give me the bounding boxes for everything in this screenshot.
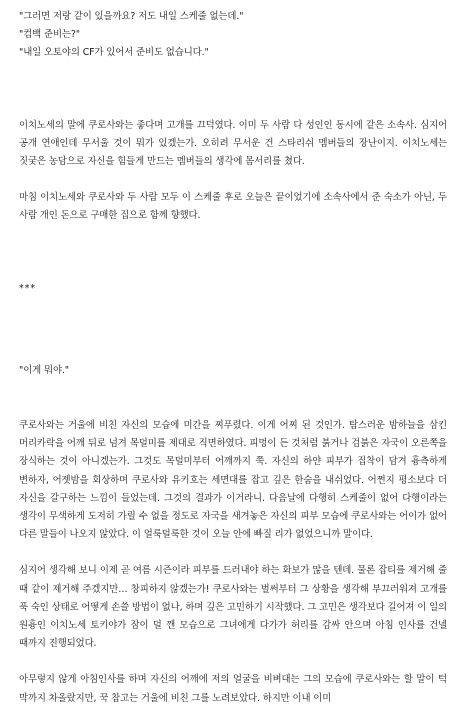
dialogue-line: "이게 뭐야." [19, 364, 70, 376]
blank-space [19, 298, 447, 362]
blank-space [19, 544, 447, 562]
dialogue-line: "컴백 준비는?" [19, 29, 80, 41]
narration-paragraph: 아무렇지 않게 아침인사를 하며 자신의 어깨에 저의 얼굴을 비벼대는 그의 모습에 쿠로사와는 할 말이 턱 막까지 차올랐지만, 꾹 참고는 거울에 비친 그를 노려보았다. 하지만 이내 이미 [19, 674, 447, 704]
blank-space [19, 171, 447, 189]
narration-paragraph: 마침 이치노세와 쿠로사와 두 사람 모두 이 스케줄 후로 오늘은 끝이었기에 소속사에서 준 숙소가 아닌, 두 사람 개인 돈으로 구매한 집으로 함께 향했다. [19, 192, 447, 222]
dialogue-line: "내일 오토야의 CF가 있어서 준비도 없습니다." [19, 47, 209, 59]
blank-space [19, 226, 447, 280]
blank-space [19, 380, 447, 417]
scene-separator: *** [19, 282, 37, 294]
dialogue-line: "그러면 저랑 같이 있을까요? 저도 내일 스케줄 없는데." [19, 11, 244, 22]
narration-paragraph: 심지어 생각해 보니 이제 곧 여름 시즌이라 피부를 드러내야 하는 화보가 많을 텐데. 물론 잡티를 제거해 줄 때 같이 제거해 주겠지만… 창피하지 않겠는가! 쿠로사와는 벌써부터 그 상황을 생각해 부끄러워져 고개를 푹 숙인 상태로 어떻게 손쓸 방법이 없나, 하며 깊은 고민하기 시작했다. 그 고민은 생각보다 길어져 이 일의 원흉인 이치노세 토키야가 잠이 덜 깬 모습으로 그녀에게 다가가 허리를 감싸 안으며 아침 인사를 건넬 때까지 진행되었다. [19, 565, 448, 650]
document-page [19, 8, 447, 708]
narration-paragraph: 쿠로사와는 거울에 비친 자신의 모습에 미간을 찌푸렸다. 이게 어찌 된 것인가. 탐스러운 밤하늘을 삼킨 머리카락을 어깨 뒤로 넘겨 목덜미를 제대로 직면하였다. 피멍이 든 것처럼 붉거나 검붉은 자국이 오른쪽을 장식하는 것이 아니겠는가. 그것도 목덜미부터 어깨까지 쭉. 자신의 하얀 피부가 집착이 담겨 흉측하게 변하자, 어젯밤을 회상하며 쿠로사와 유키호는 세면대를 잡고 깊은 한숨을 내쉬었다. 어쩐지 평소보다 더 자신을 갈구하는 느낌이 들었는데. 그것의 결과가 이거라니. 다음날에 다행히 스케줄이 없어 다행이라는 생각이 무색하게 도저히 가릴 수 없을 정도로 자국을 새겨놓은 자신의 피부 모습에 쿠로사와는 어이가 없어 다른 말들이 나오지 않았다. 이 얼룩덜룩한 것이 오늘 안에 빠질 리가 없었으니까 말이다. [19, 420, 447, 541]
blank-space [19, 63, 447, 117]
narration-paragraph: 이치노세의 말에 쿠로사와는 좋다며 고개를 끄덕였다. 이미 두 사람 다 성인인 동시에 같은 소속사. 심지어 공개 연애인데 무서울 것이 뭐가 있겠는가. 오히려 무서운 건 스타리쉬 멤버들의 장난이지. 이치노세는 짓궂은 농담으로 자신을 힘들게 만드는 멤버들의 생각에 몸서리를 쳤다. [19, 119, 447, 168]
blank-space [19, 653, 447, 671]
